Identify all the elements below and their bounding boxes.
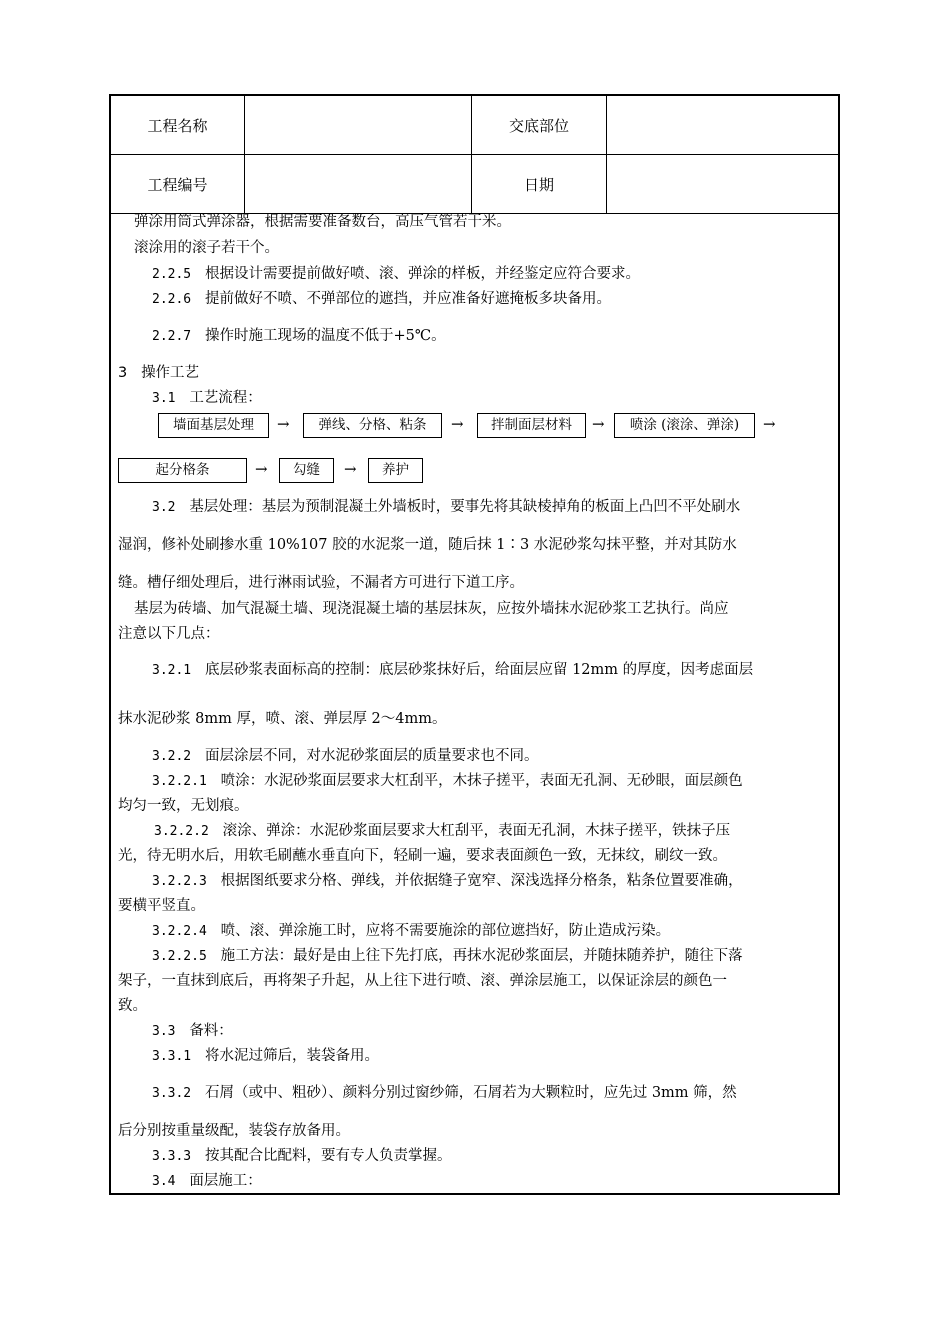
item-number: 3.3.2 — [152, 1086, 192, 1101]
project-no-label: 工程编号 — [147, 176, 208, 194]
item-number: 3.2 — [152, 500, 176, 515]
item-3-3-2-line1 — [152, 1083, 737, 1104]
item-3-2-2-3-line2: 要横平竖直。 — [118, 898, 205, 914]
item-number: 3.4 — [152, 1174, 176, 1189]
item-text: 石屑（或中、粗砂）、颜料分别过窗纱筛，石屑若为大颗粒时，应先过 3mm 筛，然 — [204, 1085, 737, 1101]
item-text: 根据图纸要求分格、弹线，并依据缝子宽窄、深浅选择分格条，粘条位置要准确， — [220, 873, 743, 889]
item-3-2-2-1-line2: 均匀一致，无划痕。 — [118, 798, 249, 814]
header-col-divider-3 — [606, 96, 607, 214]
flow-step-spray: 喷涂 (滚涂、弹涂) — [614, 413, 755, 438]
item-number: 3.2.2.4 — [152, 924, 207, 939]
item-3-2-line2: 湿润，修补处刷掺水重 10%107 胶的水泥浆一道，随后抹 1∶3 水泥砂浆勾抹平整，并对其防水 — [118, 537, 737, 553]
item-number: 2.2.5 — [152, 267, 192, 282]
item-3-2-line1 — [152, 497, 740, 518]
item-3-3-3 — [152, 1146, 451, 1167]
item-text: 面层涂层不同，对水泥砂浆面层的质量要求也不同。 — [204, 748, 539, 764]
item-3-2-2-5-line3: 致。 — [118, 998, 147, 1014]
arrow-right-icon: → — [451, 415, 464, 433]
item-text: 按其配合比配料，要有专人负责掌握。 — [204, 1148, 452, 1164]
flow-step-mix-material: 拌制面层材料 — [477, 413, 586, 438]
item-3-2-2-3-line1 — [152, 871, 743, 892]
item-number: 3.3.1 — [152, 1049, 192, 1064]
arrow-right-icon: → — [277, 415, 290, 433]
item-text: 底层砂浆表面标高的控制：底层砂浆抹好后，给面层应留 12mm 的厚度，因考虑面层 — [204, 662, 754, 678]
section-3-heading — [118, 363, 199, 383]
item-text: 将水泥过筛后，装袋备用。 — [204, 1048, 379, 1064]
header-table — [111, 96, 838, 214]
item-3-4 — [152, 1171, 262, 1192]
item-text: 基层处理：基层为预制混凝土外墙板时，要事先将其缺棱掉角的板面上凸凹不平处刷水 — [189, 499, 741, 515]
item-3-3-1 — [152, 1046, 379, 1067]
item-3-2-1-line2: 抹水泥砂浆 8mm 厚，喷、滚、弹层厚 2～4mm。 — [118, 711, 447, 727]
flow-step-line-division: 弹线、分格、粘条 — [303, 413, 442, 438]
item-number: 3.3.3 — [152, 1149, 192, 1164]
item-number: 3.2.1 — [152, 663, 192, 678]
item-number: 3.1 — [152, 391, 176, 406]
flow-step-curing: 养护 — [368, 458, 423, 483]
project-name-label: 工程名称 — [147, 117, 208, 135]
flow-step-joint: 勾缝 — [279, 458, 334, 483]
header-col-divider-2 — [471, 96, 472, 214]
header-row-divider — [111, 154, 838, 155]
line-roller: 滚涂用的滚子若干个。 — [134, 240, 279, 256]
item-text: 喷、滚、弹涂施工时，应将不需要施涂的部位遮挡好，防止造成污染。 — [220, 923, 671, 939]
part-label: 交底部位 — [508, 117, 569, 135]
flow-step-base-treatment: 墙面基层处理 — [158, 413, 269, 438]
item-text: 备料： — [189, 1023, 233, 1039]
item-number: 3.2.2.2 — [154, 824, 209, 839]
section-number: 3 — [118, 365, 128, 381]
item-3-2-line5: 注意以下几点： — [118, 626, 220, 642]
item-3-2-2-5-line2: 架子，一直抹到底后，再将架子升起，从上往下进行喷、滚、弹涂层施工，以保证涂层的颜色一 — [118, 973, 727, 989]
item-3-2-2-5-line1 — [152, 946, 743, 967]
item-2-2-5 — [152, 264, 640, 285]
line-sprayer: 弹涂用筒式弹涂器，根据需要准备数台，高压气管若干米。 — [134, 214, 511, 230]
item-3-1 — [152, 388, 262, 409]
item-3-2-2-2-line2: 光，待无明水后，用软毛刷蘸水垂直向下，轻刷一遍，要求表面颜色一致，无抹纹，刷纹一致。 — [118, 848, 727, 864]
item-number: 3.3 — [152, 1024, 176, 1039]
item-3-2-2 — [152, 746, 538, 767]
item-text: 滚涂、弹涂：水泥砂浆面层要求大杠刮平，表面无孔洞，木抹子搓平，铁抹子压 — [222, 823, 731, 839]
flow-step-remove-strip: 起分格条 — [118, 458, 247, 483]
item-text: 工艺流程： — [189, 390, 262, 406]
arrow-right-icon: → — [763, 415, 776, 433]
header-col-divider-1 — [244, 96, 245, 214]
item-text: 喷涂：水泥砂浆面层要求大杠刮平，木抹子搓平，表面无孔洞、无砂眼，面层颜色 — [220, 773, 743, 789]
item-2-2-7 — [152, 326, 446, 347]
item-text: 根据设计需要提前做好喷、滚、弹涂的样板，并经鉴定应符合要求。 — [204, 266, 640, 282]
item-text: 操作时施工现场的温度不低于+5℃。 — [204, 328, 446, 344]
item-number: 2.2.7 — [152, 329, 192, 344]
item-number: 3.2.2.3 — [152, 874, 207, 889]
date-label: 日期 — [523, 176, 554, 194]
item-number: 3.2.2.5 — [152, 949, 207, 964]
item-text: 提前做好不喷、不弹部位的遮挡，并应准备好遮掩板多块备用。 — [204, 291, 611, 307]
arrow-right-icon: → — [255, 460, 268, 478]
arrow-right-icon: → — [592, 415, 605, 433]
item-number: 2.2.6 — [152, 292, 192, 307]
item-3-2-2-4 — [152, 921, 670, 942]
item-number: 3.2.2 — [152, 749, 192, 764]
item-3-2-2-2-line1 — [154, 821, 730, 842]
item-3-3 — [152, 1021, 233, 1042]
item-3-2-line3: 缝。槽仔细处理后，进行淋雨试验，不漏者方可进行下道工序。 — [118, 575, 524, 591]
item-2-2-6 — [152, 289, 611, 310]
item-3-2-2-1-line1 — [152, 771, 743, 792]
item-3-2-line4: 基层为砖墙、加气混凝土墙、现浇混凝土墙的基层抹灰，应按外墙抹水泥砂浆工艺执行。尚应 — [134, 601, 729, 617]
arrow-right-icon: → — [344, 460, 357, 478]
item-number: 3.2.2.1 — [152, 774, 207, 789]
item-3-2-1-line1 — [152, 660, 753, 681]
item-text: 面层施工： — [189, 1173, 262, 1189]
section-title: 操作工艺 — [141, 365, 200, 381]
item-text: 施工方法：最好是由上往下先打底，再抹水泥砂浆面层，并随抹随养护，随往下落 — [220, 948, 743, 964]
item-3-3-2-line2: 后分别按重量级配，装袋存放备用。 — [118, 1123, 350, 1139]
